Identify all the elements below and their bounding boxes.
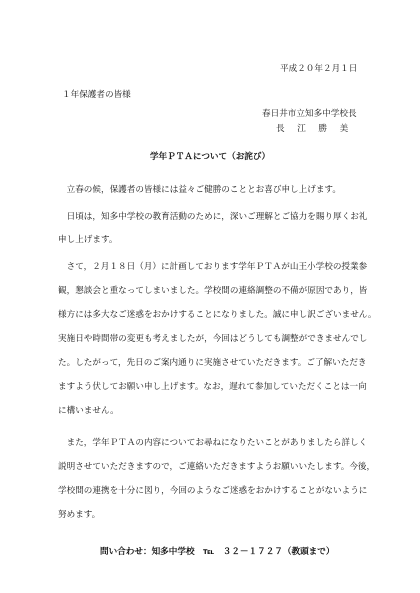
body-line: 申し上げます。 (58, 235, 118, 245)
body-line: に構いません。 (58, 406, 119, 416)
addressee: １年保護者の皆様 (62, 90, 131, 100)
body-line: 日頃は，知多中学校の教育活動のために，深いご理解とご協力を賜り厚くお礼 (58, 212, 368, 222)
body-line: さて，２月１８日（月）に計画しております学年ＰＴＡが山王小学校の授業参 (58, 262, 368, 272)
body-line: 観，懇談会と重なってしまいました。学校間の連絡調整の不備が原因であり，皆 (58, 286, 368, 296)
body-line: 実施日や時間帯の変更も考えましたが，今回はどうしても調整ができませんでし (58, 334, 368, 344)
body-line: 説明させていただきますので，ご連絡いただきますようお願いいたします。今後， (58, 462, 376, 472)
letter-title: 学年ＰＴＡについて（お詫び） (149, 152, 271, 162)
contact-info: 問い合わせ：知多中学校 ℡ ３２－１７２７（教頭まで） (100, 547, 335, 557)
body-line: 立春の候，保護者の皆様には益々ご健勝のこととお喜び申し上げます。 (58, 185, 341, 195)
body-line: また，学年ＰＴＡの内容についてお尋ねになりたいことがありましたら詳しく (58, 438, 368, 448)
body-line: 様方には多大なご迷惑をおかけすることになりました。誠に申し訳ございません。 (58, 310, 377, 320)
body-line: ますよう伏してお願い申し上げます。なお，遅れて参加していただくことは一向 (58, 382, 367, 392)
body-line: 学校間の連携を十分に図り，今回のようなご迷惑をおかけすることがないように (58, 486, 368, 496)
body-line: た。したがって，先日のご案内通りに実施させていただきます。ご了解いただき (58, 358, 367, 368)
letter-date: 平成２０年２月１日 (280, 64, 358, 74)
sender-name: 長 江 勝 美 (276, 124, 351, 134)
body-line: 努めます。 (58, 510, 101, 520)
sender-organization: 春日井市立知多中学校長 (262, 109, 357, 119)
